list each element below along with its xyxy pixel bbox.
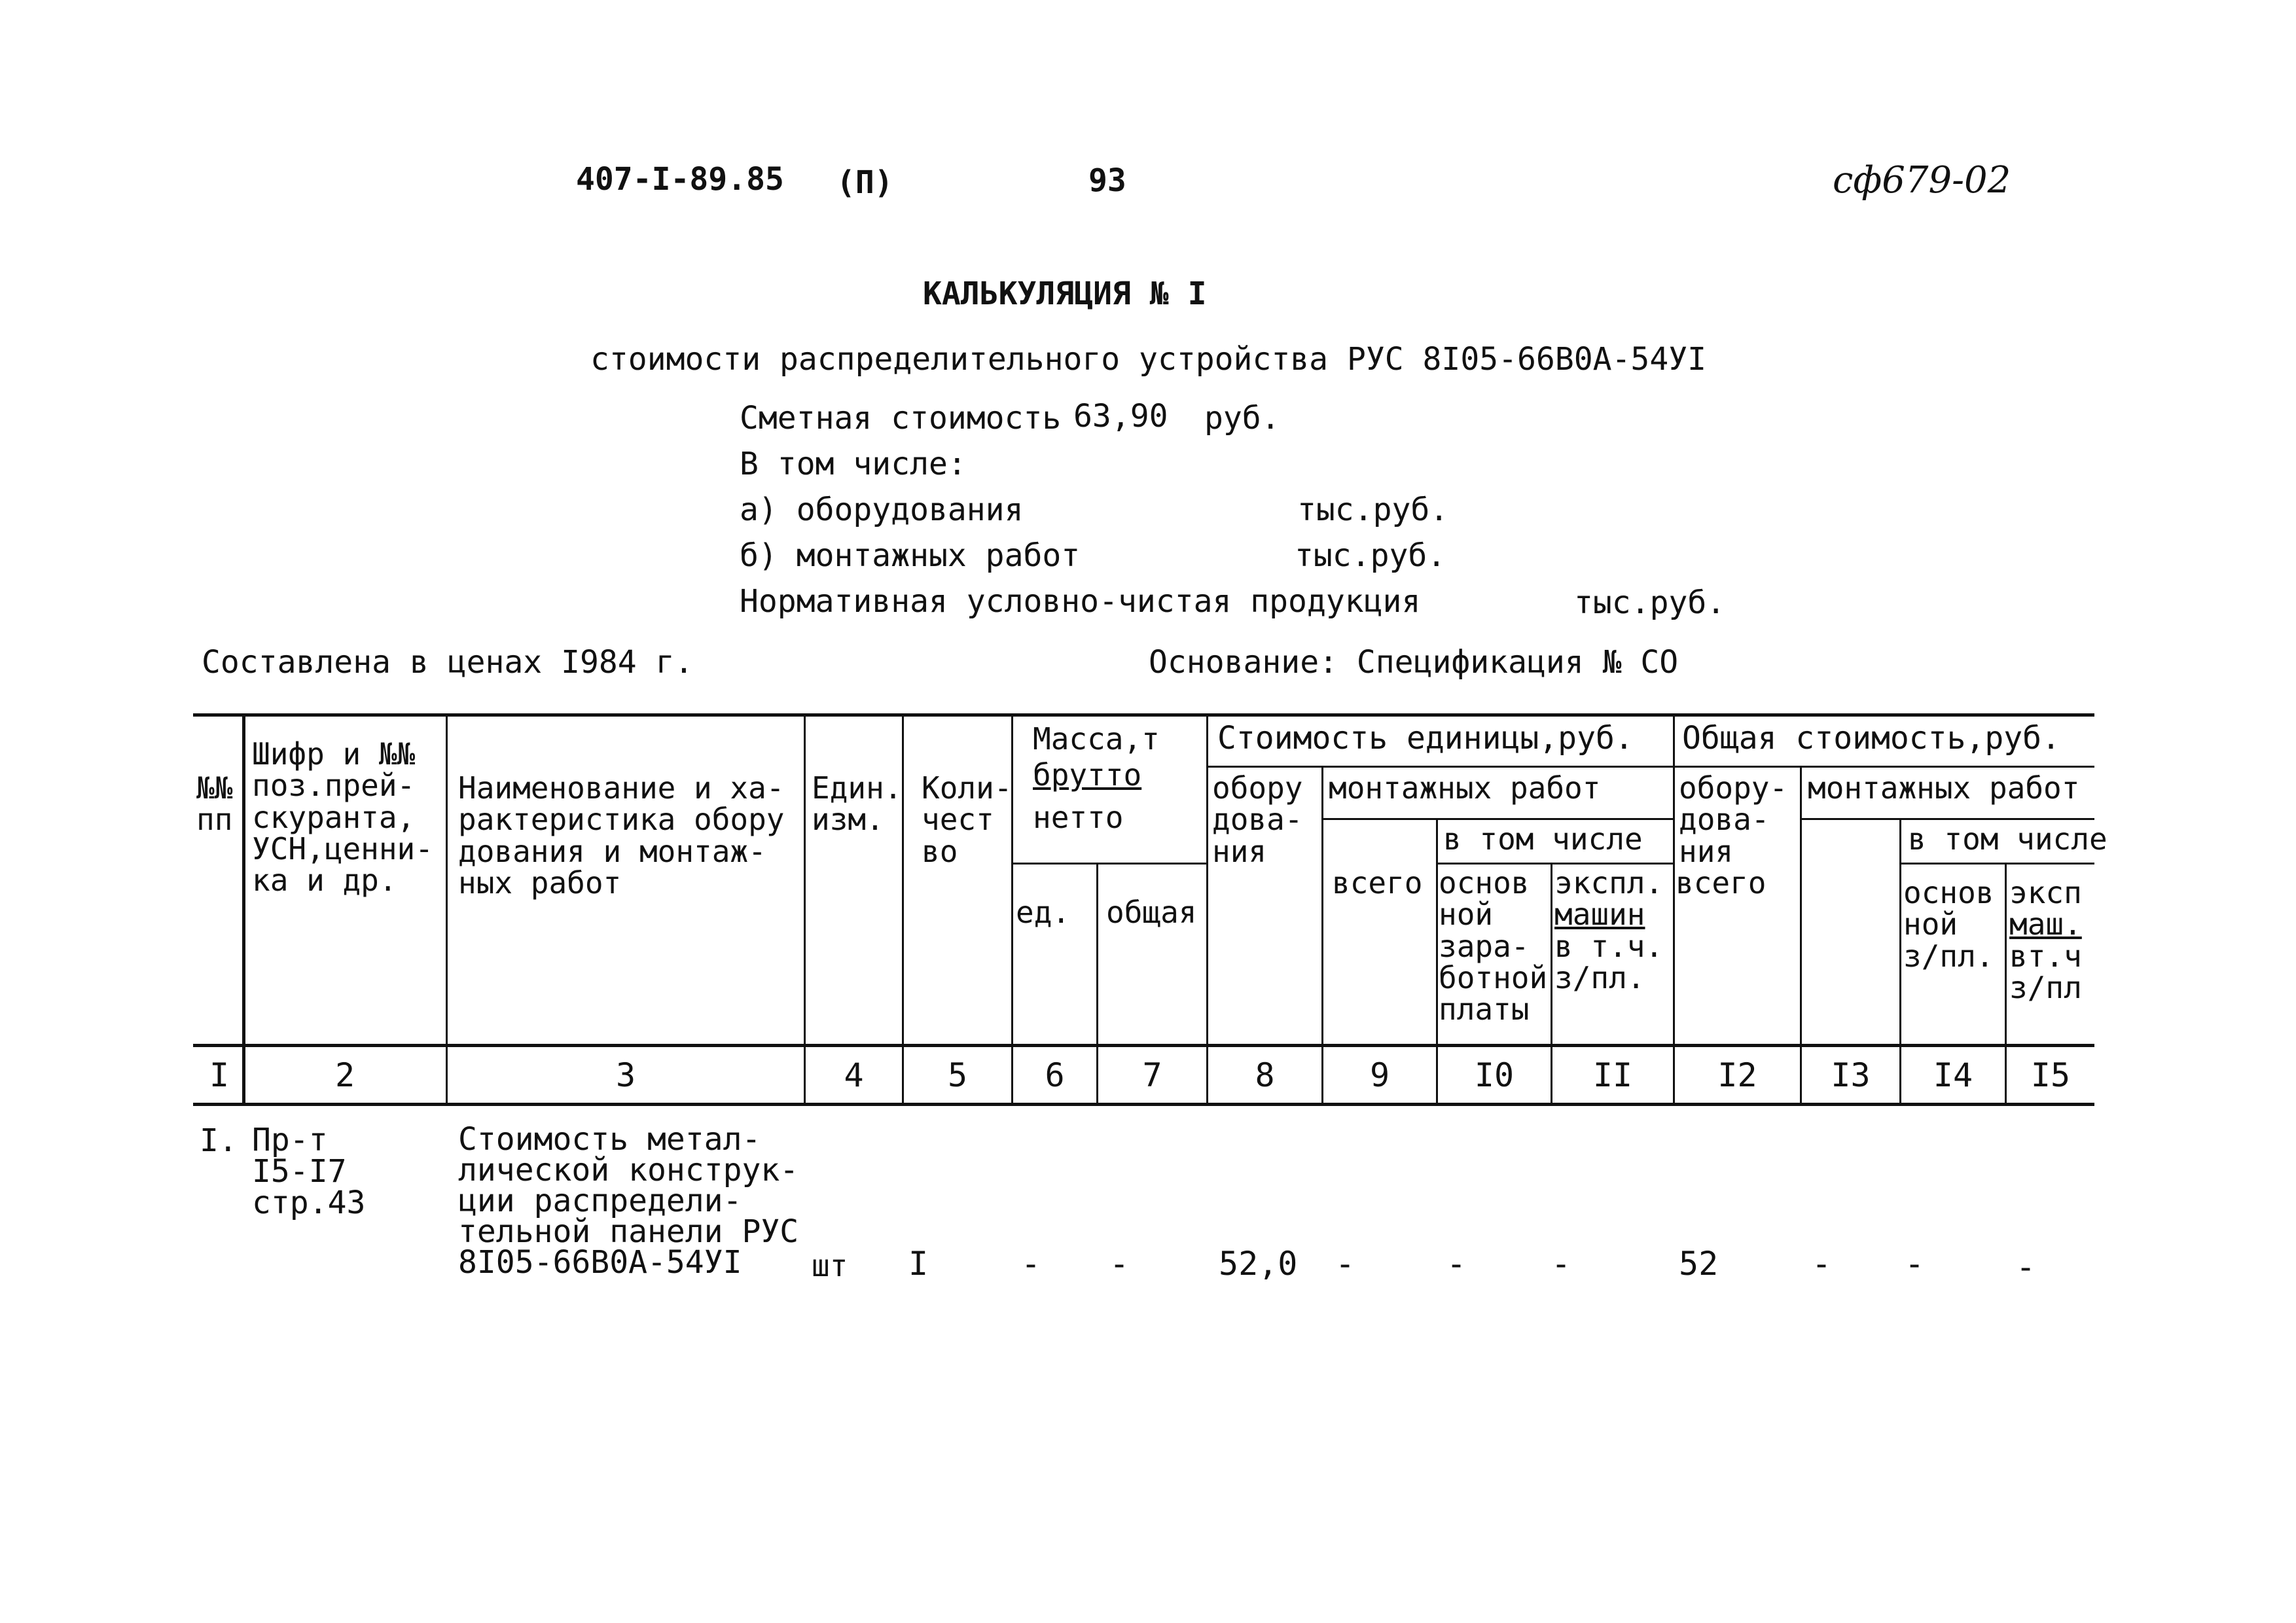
col-number-7: 7 [1142,1056,1162,1094]
row-unit-equip: 52,0 [1219,1245,1298,1283]
page-title: КАЛЬКУЛЯЦИЯ № I [923,276,1207,312]
col-number-14: I4 [1933,1056,1973,1094]
row-mass-total: - [1109,1245,1130,1283]
header-mass-total: общая [1106,895,1197,930]
row-unit-base-pay: - [1446,1245,1467,1283]
handwritten-stamp: сф679-02 [1833,159,2011,202]
col-number-2: 2 [334,1056,355,1094]
header-unit-incl: в том числе [1443,821,1643,857]
header-mass: Масса,т [1033,721,1160,757]
document-code: 407-I-89.85 [576,161,784,198]
equipment-label: а) оборудования [740,491,1024,528]
col-number-1: I [209,1056,230,1094]
row-total-base-pay: - [1905,1245,1925,1283]
row-mass-unit: - [1021,1245,1041,1283]
prices-year: Составлена в ценах I984 г. [202,644,694,681]
header-num: №№ [196,770,233,806]
header-mass-unit: ед. [1016,895,1071,930]
header-unit-base-pay: основ ной зара- ботной платы [1439,865,1548,1027]
header-total-machine: эксп маш. вт.ч з/пл [2009,875,2082,1005]
basis-reference: Основание: Спецификация № СО [1149,644,1679,681]
col-number-12: I2 [1717,1056,1757,1094]
col-number-3: 3 [615,1056,636,1094]
installation-unit: тыс.руб. [1295,537,1446,574]
col-number-13: I3 [1831,1056,1871,1094]
header-unit-machine: экспл. машин в т.ч. з/пл. [1554,865,1664,995]
header-unit: Един. изм. [812,770,903,838]
row-unit-install-total: - [1335,1245,1355,1283]
equipment-unit: тыс.руб. [1297,491,1449,528]
header-total-total: всего [1676,865,1767,901]
header-code: Шифр и №№ поз.прей- скуранта, УСН,ценни- ка и др. [252,736,433,899]
estimate-cost-label: Сметная стоимость [740,400,1062,437]
row-unit: шт [812,1248,848,1283]
header-total-install: монтажных работ [1808,770,2080,806]
estimate-cost-unit: руб. [1204,400,1280,437]
header-unit-total: всего [1332,865,1423,901]
row-num: I. [200,1122,238,1159]
row-total-install: - [1812,1245,1832,1283]
estimate-cost-value: 63,90 [1073,398,1168,435]
col-number-6: 6 [1045,1056,1065,1094]
header-name: Наименование и ха- рактеристика обору дования и монтаж- ных работ [458,770,785,901]
row-code: Пр-т I5-I7 стр.43 [252,1122,366,1221]
row-name: Стоимость метал- лической конструк- ции распредели- тельной панели РУС 8I05-66В0А-54УI [458,1121,799,1281]
row-unit-machine: - [1551,1245,1571,1283]
row-total-machine: - [2016,1248,2036,1286]
col-number-4: 4 [844,1056,864,1094]
including-label: В том числе: [740,446,967,482]
page-subtitle: стоимости распределительного устройства РУС 8I05-66В0А-54УI [590,341,1707,378]
row-qty: I [908,1245,929,1283]
header-unit-install: монтажных работ [1329,770,1601,806]
normative-label: Нормативная условно-чистая продукция [740,583,1421,620]
col-number-9: 9 [1369,1056,1390,1094]
col-number-8: 8 [1255,1056,1275,1094]
col-number-5: 5 [947,1056,968,1094]
header-total-base-pay: основ ной з/пл. [1903,875,1994,974]
header-unit-equip: обору дова- ния [1212,770,1303,869]
col-number-11: II [1592,1056,1633,1094]
header-netto: нетто [1033,800,1124,835]
col-number-15: I5 [2030,1056,2071,1094]
header-total-cost: Общая стоимость,руб. [1682,720,2060,757]
page-number: 93 [1088,162,1126,199]
header-brutto: брутто [1033,757,1142,793]
col-number-10: I0 [1474,1056,1515,1094]
header-total-incl: в том числе [1908,821,2108,857]
normative-unit: тыс.руб. [1574,584,1726,621]
header-qty: Коли- чест во [922,770,1013,869]
header-unit-cost: Стоимость единицы,руб. [1217,720,1634,757]
header-total-equip: обору- дова- ния [1679,770,1788,869]
row-total-equip: 52 [1679,1245,1719,1283]
installation-label: б) монтажных работ [740,537,1081,574]
document-part: (П) [836,164,893,201]
